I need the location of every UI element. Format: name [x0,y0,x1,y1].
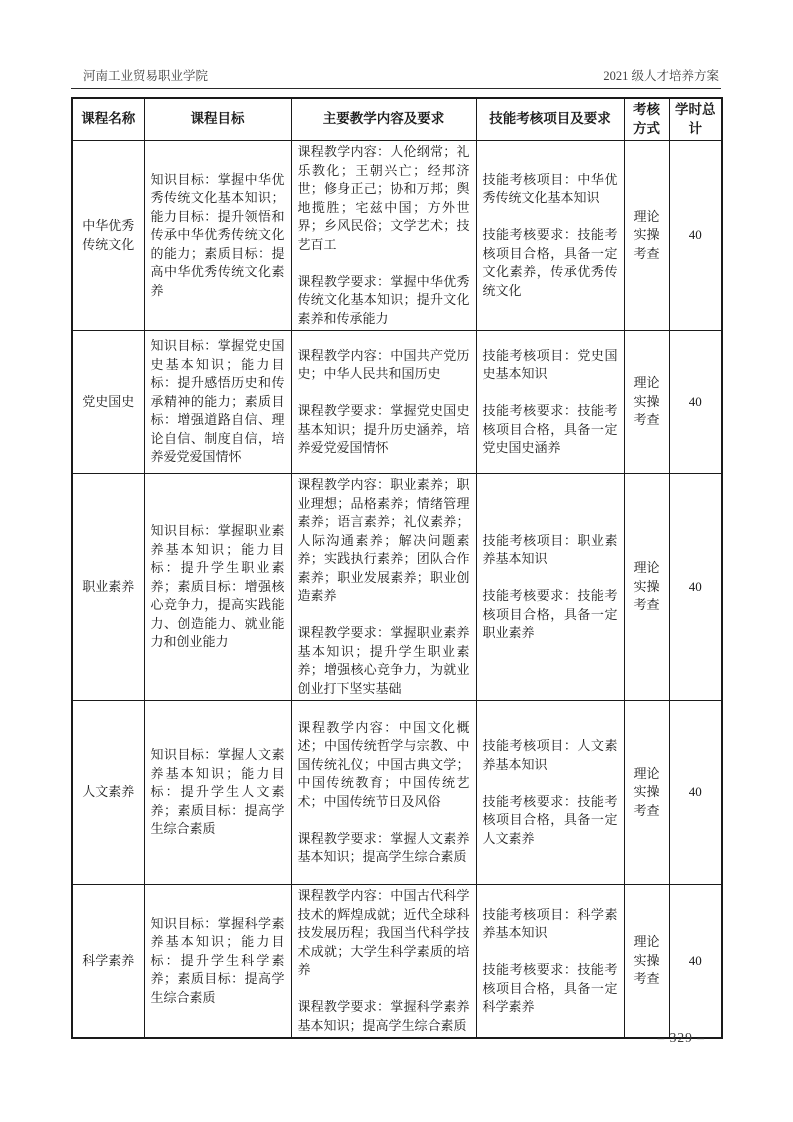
teaching-content-paragraph: 课程教学内容：人伦纲常；礼乐教化；王朝兴亡；经邦济世；修身正己；协和万邦；舆地揽胜；宅兹中国；方外世界；乡风民俗；文学艺术；技艺百工 [297,144,470,252]
teaching-content-paragraph: 课程教学内容：职业素养；职业理想；品格素养；情绪管理素养；语言素养；礼仪素养；人际沟通素养；解决问题素养；实践执行素养；团队合作素养；职业发展素养；职业创造素养 [297,477,470,603]
course-objectives-cell: 知识目标：掌握职业素养基本知识；能力目标：提升学生职业素养；素质目标：增强核心竞争力，提高实践能力、创造能力、就业能力和创业能力 [144,474,291,701]
course-objectives-cell: 知识目标：掌握党史国史基本知识；能力目标：提升感悟历史和传承精神的能力；素质目标：增强道路自信、理论自信、制度自信，培养爱党爱国情怀 [144,331,291,474]
course-name-cell: 科学素养 [72,885,144,1039]
col-header-assessment-method: 考核方式 [624,98,669,141]
table-head [72,98,722,141]
assessment-method-cell: 理论实操考查 [624,331,669,474]
skill-assessment-cell [476,474,624,701]
teaching-content-paragraph: 课程教学内容：中国文化概述；中国传统哲学与宗教、中国传统礼仪；中国古典文学；中国传统教育；中国传统艺术；中国传统节日及风俗 [297,719,470,809]
skill-assessment-cell [476,141,624,331]
total-hours-cell: 40 [669,701,722,885]
skill-requirements-paragraph: 技能考核要求：技能考核项目合格，具备一定文化素养，传承优秀传统文化 [482,227,618,298]
col-header-skill-assessment: 技能考核项目及要求 [476,98,624,141]
page-number: – 329 – [657,1030,705,1045]
skill-requirements-paragraph: 技能考核要求：技能考核项目合格，具备一定职业素养 [482,588,618,640]
table-row [72,141,722,331]
skill-item-paragraph: 技能考核项目：职业素养基本知识 [482,532,618,566]
page-footer [658,1030,706,1046]
header-rule [71,88,721,89]
teaching-requirements-paragraph: 课程教学要求：掌握职业素养基本知识；提升学生职业素养；增强核心竞争力，为就业创业打下坚实基础 [297,625,470,696]
course-name-cell: 人文素养 [72,701,144,885]
col-header-course-name: 课程名称 [72,98,144,141]
skill-assessment-cell [476,885,624,1039]
running-header [71,66,721,88]
teaching-requirements-paragraph: 课程教学要求：掌握科学素养基本知识；提高学生综合素质 [297,999,470,1033]
header-school-name: 河南工业贸易职业学院 [83,69,209,83]
skill-item-paragraph: 技能考核项目：党史国史基本知识 [482,347,618,381]
course-name-cell: 中华优秀传统文化 [72,141,144,331]
skill-requirements-paragraph: 技能考核要求：技能考核项目合格，具备一定党史国史涵养 [482,403,618,455]
table-row [72,701,722,885]
total-hours-cell: 40 [669,885,722,1039]
table-header-row [72,98,722,141]
teaching-content-cell [291,701,476,885]
teaching-requirements-paragraph: 课程教学要求：掌握党史国史基本知识；提升历史涵养，培养爱党爱国情怀 [297,403,470,455]
col-header-teaching-content: 主要教学内容及要求 [291,98,476,141]
course-name-cell: 党史国史 [72,331,144,474]
assessment-method-cell: 理论实操考查 [624,474,669,701]
skill-assessment-cell [476,331,624,474]
assessment-method-cell: 理论实操考查 [624,701,669,885]
teaching-content-paragraph: 课程教学内容：中国共产党历史；中华人民共和国历史 [297,347,470,381]
course-objectives-cell: 知识目标：掌握人文素养基本知识；能力目标：提升学生人文素养；素质目标：提高学生综合素质 [144,701,291,885]
teaching-content-cell [291,885,476,1039]
col-header-total-hours: 学时总计 [669,98,722,141]
skill-requirements-paragraph: 技能考核要求：技能考核项目合格，具备一定科学素养 [482,962,618,1014]
teaching-content-cell [291,141,476,331]
course-objectives-cell: 知识目标：掌握中华优秀传统文化基本知识；能力目标：提升领悟和传承中华优秀传统文化的能力；素质目标：提高中华优秀传统文化素养 [144,141,291,331]
assessment-method-cell: 理论实操考查 [624,141,669,331]
skill-item-paragraph: 技能考核项目：中华优秀传统文化基本知识 [482,171,618,206]
teaching-requirements-paragraph: 课程教学要求：掌握人文素养基本知识；提高学生综合素质 [297,830,470,864]
curriculum-table [71,97,723,1039]
table-body [72,141,722,1039]
teaching-content-cell [291,331,476,474]
course-objectives-cell: 知识目标：掌握科学素养基本知识；能力目标：提升学生科学素养；素质目标：提高学生综合素质 [144,885,291,1039]
col-header-course-objectives: 课程目标 [144,98,291,141]
teaching-content-paragraph: 课程教学内容：中国古代科学技术的辉煌成就；近代全球科技发展历程；我国当代科学技术成就；大学生科学素质的培养 [297,888,470,977]
teaching-content-cell [291,474,476,701]
assessment-method-cell: 理论实操考查 [624,885,669,1039]
table-row [72,331,722,474]
teaching-requirements-paragraph: 课程教学要求：掌握中华优秀传统文化基本知识；提升文化素养和传承能力 [297,273,470,326]
skill-assessment-cell [476,701,624,885]
total-hours-cell: 40 [669,141,722,331]
header-plan-title: 2021 级人才培养方案 [603,69,719,83]
total-hours-cell: 40 [669,474,722,701]
table-row [72,474,722,701]
page-content [71,66,721,1039]
skill-item-paragraph: 技能考核项目：科学素养基本知识 [482,906,618,940]
total-hours-cell: 40 [669,331,722,474]
skill-item-paragraph: 技能考核项目：人文素养基本知识 [482,738,618,772]
table-row [72,885,722,1039]
skill-requirements-paragraph: 技能考核要求：技能考核项目合格，具备一定人文素养 [482,793,618,846]
course-name-cell: 职业素养 [72,474,144,701]
